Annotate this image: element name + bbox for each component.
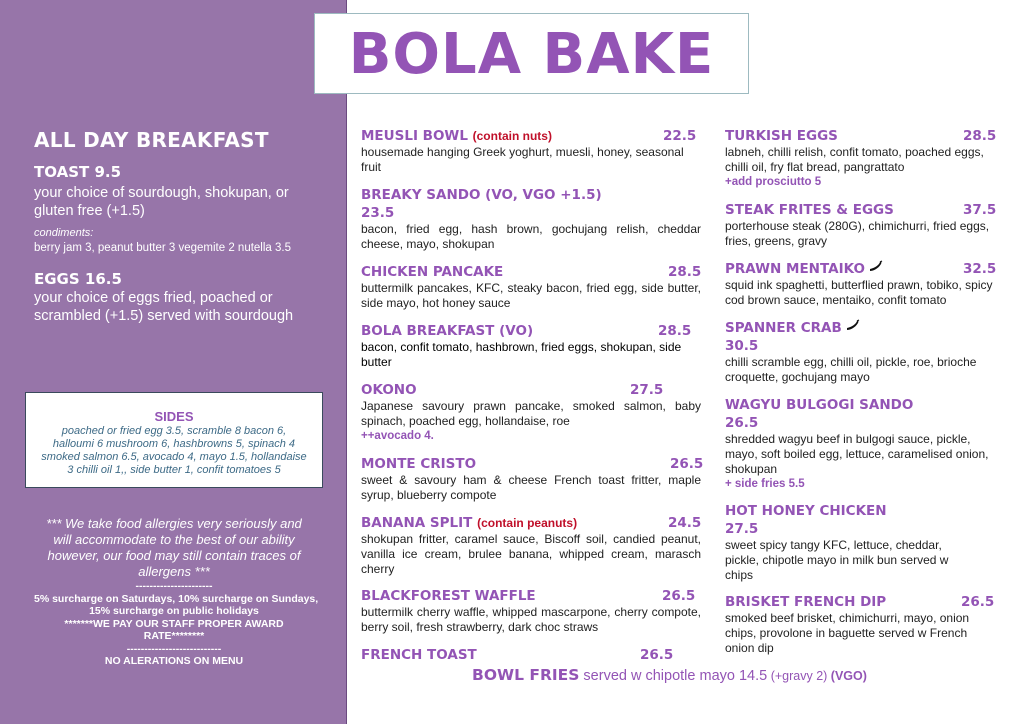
menu-item-wagyu-bulgogi-sando (725, 396, 997, 492)
item-name: OKONO (361, 382, 417, 398)
item-description: shokupan fritter, caramel sauce, Biscoff soil, candied peanut, vanilla ice cream, brulee banana, whipped cream, marasch cherry (361, 532, 701, 576)
item-description: squid ink spaghetti, butterflied prawn, tobiko, spicy cod brown sauce, mentaiko, confit tomato (725, 278, 993, 307)
bowl-fries-tag: (VGO) (830, 669, 867, 683)
menu-item-prawn-mentaiko (725, 260, 999, 308)
item-name: SPANNER CRAB (725, 320, 842, 336)
item-name: HOT HONEY CHICKEN (725, 503, 887, 519)
item-name: MEUSLI BOWL (361, 128, 468, 144)
note-line: 15% surcharge on public holidays (89, 605, 259, 617)
item-price: 26.5 (662, 588, 696, 604)
item-price: 26.5 (961, 594, 995, 610)
peanuts-warning: (contain peanuts) (477, 516, 578, 530)
item-price: 30.5 (725, 338, 759, 354)
menu-item-french-toast (361, 646, 701, 664)
bowl-fries-desc: served w chipotle mayo (579, 668, 739, 684)
surcharge-notes (34, 580, 319, 668)
item-description: buttermilk cherry waffle, whipped mascarpone, cherry compote, berry soil, fresh strawberry, dark choc straws (361, 605, 701, 634)
item-description: porterhouse steak (280G), chimichurri, fried eggs, fries, greens, gravy (725, 219, 990, 248)
sides-line: smoked salmon 6.5, avocado 4, mayo 1.5, hollandaise (41, 451, 307, 463)
item-price: 26.5 (640, 647, 674, 663)
bowl-fries-line (472, 666, 867, 685)
condiments-list: berry jam 3, peanut butter 3 vegemite 2 nutella 3.5 (34, 242, 291, 254)
sides-list (26, 425, 322, 477)
item-name: STEAK FRITES & EGGS (725, 202, 894, 218)
menu-item-brisket-french-dip (725, 593, 997, 655)
menu-item-monte-cristo (361, 455, 704, 503)
item-description: buttermilk pancakes, KFC, steaky bacon, fried egg, side butter, side mayo, hot honey sauce (361, 281, 701, 310)
item-name: BLACKFOREST WAFFLE (361, 588, 536, 604)
note-line: --------------------------- (126, 642, 222, 655)
bowl-fries-gravy: (+gravy 2) (767, 669, 831, 683)
nuts-warning: (contain nuts) (472, 129, 552, 143)
note-line: NO ALERATIONS ON MENU (104, 655, 244, 667)
sides-box (25, 392, 323, 488)
menu-item-banana-split (361, 514, 701, 577)
item-price: 28.5 (668, 264, 702, 280)
menu-item-hot-honey-chicken (725, 502, 975, 583)
item-name: BOLA BREAKFAST (VO) (361, 323, 534, 339)
menu-item-spanner-crab (725, 319, 999, 385)
bowl-fries-name: BOWL FRIES (472, 666, 580, 684)
item-description: Japanese savoury prawn pancake, smoked salmon, baby spinach, poached egg, hollandaise, roe (361, 399, 701, 428)
eggs-heading: EGGS 16.5 (34, 270, 122, 288)
item-price: 26.5 (725, 415, 759, 431)
chili-icon (846, 319, 860, 337)
eggs-description: your choice of eggs fried, poached or scrambled (+1.5) served with sourdough (34, 290, 294, 324)
restaurant-title: BOLA BAKE (348, 22, 715, 87)
title-box (314, 13, 749, 94)
item-description: bacon, fried egg, hash brown, gochujang relish, cheddar cheese, mayo, shokupan (361, 222, 701, 251)
item-price: 27.5 (725, 521, 759, 537)
menu-item-blackforest-waffle (361, 587, 701, 635)
item-description: shredded wagyu beef in bulgogi sauce, pickle, mayo, soft boiled egg, lettuce, caramelised onion, shokupan (725, 432, 989, 476)
menu-item-meusli-bowl (361, 127, 698, 175)
item-addon: ++avocado 4. (361, 430, 434, 442)
item-name: CHICKEN PANCAKE (361, 264, 504, 280)
menu-item-bola-breakfast (361, 322, 701, 370)
sides-title: SIDES (154, 409, 194, 424)
sides-line: halloumi 6 mushroom 6, hashbrowns 5, spinach 4 (52, 438, 296, 450)
item-description: labneh, chilli relish, confit tomato, poached eggs, chilli oil, fry flat bread, pangrattato (725, 145, 984, 174)
note-line: *******WE PAY OUR STAFF PROPER AWARD (64, 617, 284, 630)
item-description: sweet & savoury ham & cheese French toast fritter, maple syrup, blueberry compote (361, 473, 701, 502)
sides-line: poached or fried egg 3.5, scramble 8 bacon 6, (61, 425, 287, 437)
item-price: 27.5 (630, 382, 664, 398)
item-price: 28.5 (658, 323, 692, 339)
item-description: chilli scramble egg, chilli oil, pickle, roe, brioche croquette, gochujang mayo (725, 355, 977, 384)
item-name: BRISKET FRENCH DIP (725, 594, 887, 610)
item-addon: +add prosciutto 5 (725, 176, 822, 188)
item-price: 23.5 (361, 205, 395, 221)
item-name: BREAKY SANDO (VO, VGO +1.5) (361, 187, 602, 203)
menu-item-breaky-sando (361, 186, 701, 252)
item-description: bacon, confit tomato, hashbrown, fried eggs, shokupan, side butter (361, 340, 682, 369)
item-name: WAGYU BULGOGI SANDO (725, 397, 914, 413)
bowl-fries-price: 14.5 (738, 668, 768, 684)
item-description: housemade hanging Greek yoghurt, muesli, honey, seasonal fruit (361, 145, 684, 174)
panel-divider (346, 0, 347, 724)
item-name: FRENCH TOAST (361, 647, 477, 663)
toast-heading: TOAST 9.5 (34, 163, 122, 181)
sides-line: 3 chilli oil 1,, side butter 1, confit tomatoes 5 (67, 464, 281, 476)
menu-item-okono (361, 381, 701, 444)
item-price: 24.5 (668, 515, 702, 531)
item-price: 26.5 (670, 456, 704, 472)
section-title: ALL DAY BREAKFAST (34, 128, 269, 152)
note-line: ---------------------- (135, 580, 213, 592)
menu-item-steak-frites (725, 201, 997, 249)
item-addon: + side fries 5.5 (725, 478, 805, 490)
item-description: sweet spicy tangy KFC, lettuce, cheddar, pickle, chipotle mayo in milk bun served w chips (725, 538, 949, 582)
item-price: 32.5 (963, 261, 997, 277)
left-panel (0, 0, 346, 724)
menu-item-chicken-pancake (361, 263, 701, 311)
item-name: MONTE CRISTO (361, 456, 477, 472)
item-name: TURKISH EGGS (725, 128, 838, 144)
note-line: 5% surcharge on Saturdays, 10% surcharge on Sundays, (34, 592, 319, 605)
item-name: BANANA SPLIT (361, 515, 473, 531)
menu-item-turkish-eggs (725, 127, 997, 190)
item-price: 37.5 (963, 202, 997, 218)
toast-description: your choice of sourdough, shokupan, or gluten free (+1.5) (34, 185, 289, 219)
condiments-label: condiments: (34, 227, 94, 239)
item-price: 28.5 (963, 128, 997, 144)
allergy-note: *** We take food allergies very seriously and will accommodate to the best of our ability however, our food may still contain traces of allergens *** (46, 516, 302, 579)
chili-icon (869, 260, 883, 278)
item-name: PRAWN MENTAIKO (725, 261, 865, 277)
item-description: smoked beef brisket, chimichurri, mayo, onion chips, provolone in baguette served w French onion dip (725, 611, 970, 655)
note-line: RATE******** (143, 630, 205, 642)
item-price: 22.5 (663, 128, 697, 144)
